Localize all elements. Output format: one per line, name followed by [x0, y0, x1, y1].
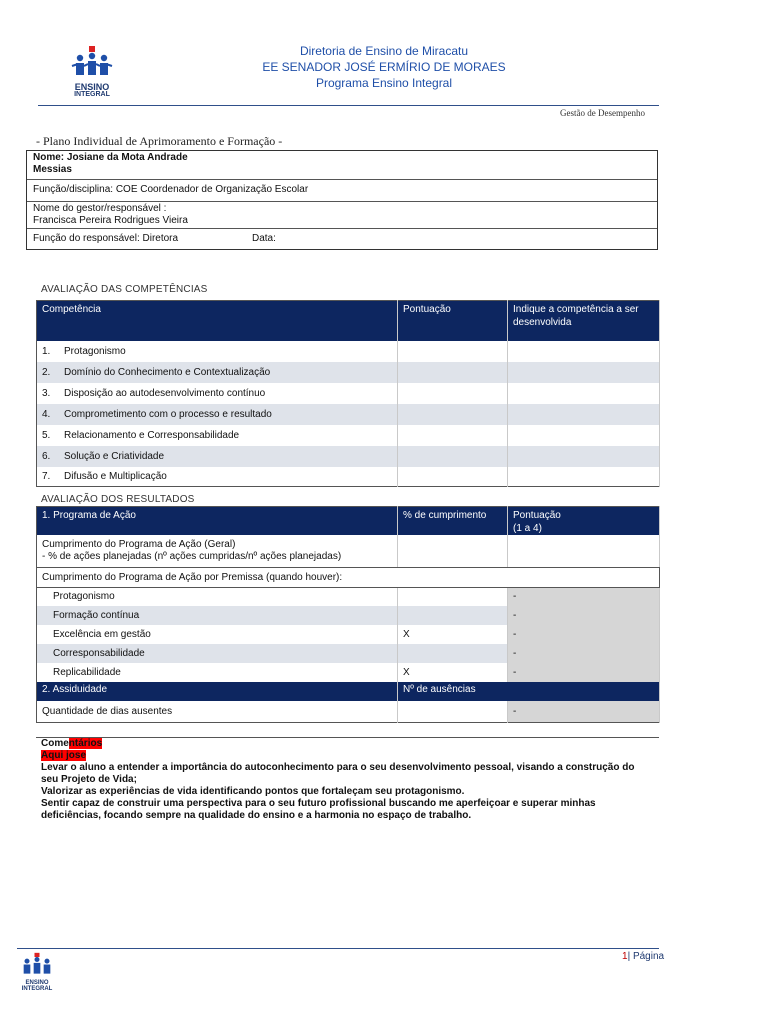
funcao-text: Função/disciplina: COE Coordenador de Organização Escolar	[33, 184, 309, 195]
develop-cell[interactable]	[508, 404, 660, 425]
header-divider	[38, 105, 659, 106]
info-row-funcao-resp	[27, 229, 657, 250]
pct-cell[interactable]	[398, 587, 508, 606]
col-cumprimento: % de cumprimento	[398, 507, 508, 536]
gestor-nome: Francisca Pereira Rodrigues Vieira	[33, 215, 188, 226]
pont-cell[interactable]: -	[508, 606, 660, 625]
score-cell[interactable]	[398, 446, 508, 467]
col-pontuacao: Pontuação	[398, 301, 508, 341]
develop-cell[interactable]	[508, 467, 660, 487]
competencias-header-row	[37, 301, 660, 341]
footer-divider	[17, 948, 659, 949]
develop-cell[interactable]	[508, 362, 660, 383]
col-programa: 1. Programa de Ação	[37, 507, 398, 536]
footer-logo-text: ENSINO INTEGRAL	[21, 980, 53, 992]
table-row: Replicabilidade X -	[37, 663, 660, 682]
gestao-label: Gestão de Desempenho	[560, 108, 645, 118]
competencias-section-label: AVALIAÇÃO DAS COMPETÊNCIAS	[41, 284, 208, 295]
pont-cell[interactable]: -	[508, 663, 660, 682]
table-row: Formação contínua -	[37, 606, 660, 625]
pont-cell[interactable]: -	[508, 644, 660, 663]
logo-text: ENSINO INTEGRAL	[74, 82, 110, 98]
table-row-geral: Cumprimento do Programa de Ação (Geral) - % de ações planejadas (nº ações cumpridas/nº ações planejadas)	[37, 535, 660, 567]
table-row: Protagonismo -	[37, 587, 660, 606]
funcao-resp-text: Função do responsável: Diretora	[33, 233, 179, 244]
info-row-funcao	[27, 180, 657, 202]
info-row-gestor	[27, 202, 657, 229]
header-line-2: EE SENADOR JOSÉ ERMÍRIO DE MORAES	[262, 60, 506, 74]
table-row: 5. Relacionamento e Corresponsabilidade	[37, 425, 660, 446]
develop-cell[interactable]	[508, 383, 660, 404]
table-row-premissa: Cumprimento do Programa de Ação por Premissa (quando houver):	[37, 567, 660, 587]
table-row: Excelência em gestão X -	[37, 625, 660, 644]
col-ausencias: Nº de ausências	[398, 682, 660, 701]
pct-cell[interactable]: X	[398, 625, 508, 644]
resultados-table	[36, 506, 660, 723]
ausencias-cell[interactable]	[398, 701, 508, 722]
resultados-section-label: AVALIAÇÃO DOS RESULTADOS	[41, 494, 195, 505]
develop-cell[interactable]	[508, 425, 660, 446]
score-cell[interactable]	[398, 362, 508, 383]
develop-cell[interactable]	[508, 341, 660, 362]
pont-cell[interactable]: -	[508, 587, 660, 606]
info-row-nome	[27, 151, 657, 180]
comments-block	[41, 738, 659, 822]
assiduidade-header-row	[37, 682, 660, 701]
table-row: 2. Domínio do Conhecimento e Contextualização	[37, 362, 660, 383]
pont-cell[interactable]	[508, 535, 660, 567]
table-row: 4. Comprometimento com o processo e resultado	[37, 404, 660, 425]
pct-cell[interactable]	[398, 606, 508, 625]
develop-cell[interactable]	[508, 446, 660, 467]
score-cell[interactable]	[398, 341, 508, 362]
table-row-dias: Quantidade de dias ausentes -	[37, 701, 660, 722]
comments-title: Comentários	[41, 738, 103, 749]
pct-cell[interactable]: X	[398, 663, 508, 682]
table-row: 7. Difusão e Multiplicação	[37, 467, 660, 487]
col-pontuacao-res: Pontuação (1 a 4)	[508, 507, 660, 536]
comments-highlight: Aqui jose	[41, 750, 87, 761]
comment-line: seu Projeto de Vida;	[41, 774, 137, 785]
programa-header-row	[37, 507, 660, 536]
score-cell[interactable]	[398, 404, 508, 425]
header-line-3: Programa Ensino Integral	[315, 76, 453, 90]
comment-line: Levar o aluno a entender a importância do autoconhecimento para o seu desenvolvimento pessoal, visando a construção do	[41, 762, 635, 773]
table-row: 6. Solução e Criatividade	[37, 446, 660, 467]
footer-people-logo-icon	[17, 952, 57, 982]
col-competencia: Competência	[37, 301, 398, 341]
score-cell[interactable]	[398, 383, 508, 404]
score-cell[interactable]	[398, 425, 508, 446]
dias-pont-cell[interactable]: -	[508, 701, 660, 722]
table-row: 3. Disposição ao autodesenvolvimento contínuo	[37, 383, 660, 404]
plan-title: - Plano Individual de Aprimoramento e Formação -	[36, 134, 283, 148]
pont-cell[interactable]: -	[508, 625, 660, 644]
comment-line: Sentir capaz de construir uma perspectiva para o seu futuro profissional buscando me aperfeiçoar e superar minhas	[41, 798, 596, 809]
nome-cont-text: Messias	[33, 164, 72, 175]
col-indique: Indique a competência a ser desenvolvida	[508, 301, 660, 341]
info-box	[26, 150, 658, 250]
page-number: 1| Página	[622, 951, 665, 962]
nome-text: Nome: Josiane da Mota Andrade	[33, 152, 188, 163]
comment-line: Valorizar as experiências de vida identificando pontos que fortaleçam seu protagonismo.	[41, 786, 465, 797]
comment-line: deficiências, focando sempre na qualidade do ensino e a harmonia no espaço de trabalho.	[41, 810, 472, 821]
pct-cell[interactable]	[398, 535, 508, 567]
score-cell[interactable]	[398, 467, 508, 487]
table-row: Corresponsabilidade -	[37, 644, 660, 663]
pct-cell[interactable]	[398, 644, 508, 663]
col-assiduidade: 2. Assiduidade	[37, 682, 398, 701]
header-line-1: Diretoria de Ensino de Miracatu	[299, 44, 469, 58]
data-label: Data:	[252, 233, 276, 244]
competencias-table	[36, 300, 660, 487]
table-row: 1. Protagonismo	[37, 341, 660, 362]
gestor-label: Nome do gestor/responsável :	[33, 203, 167, 214]
